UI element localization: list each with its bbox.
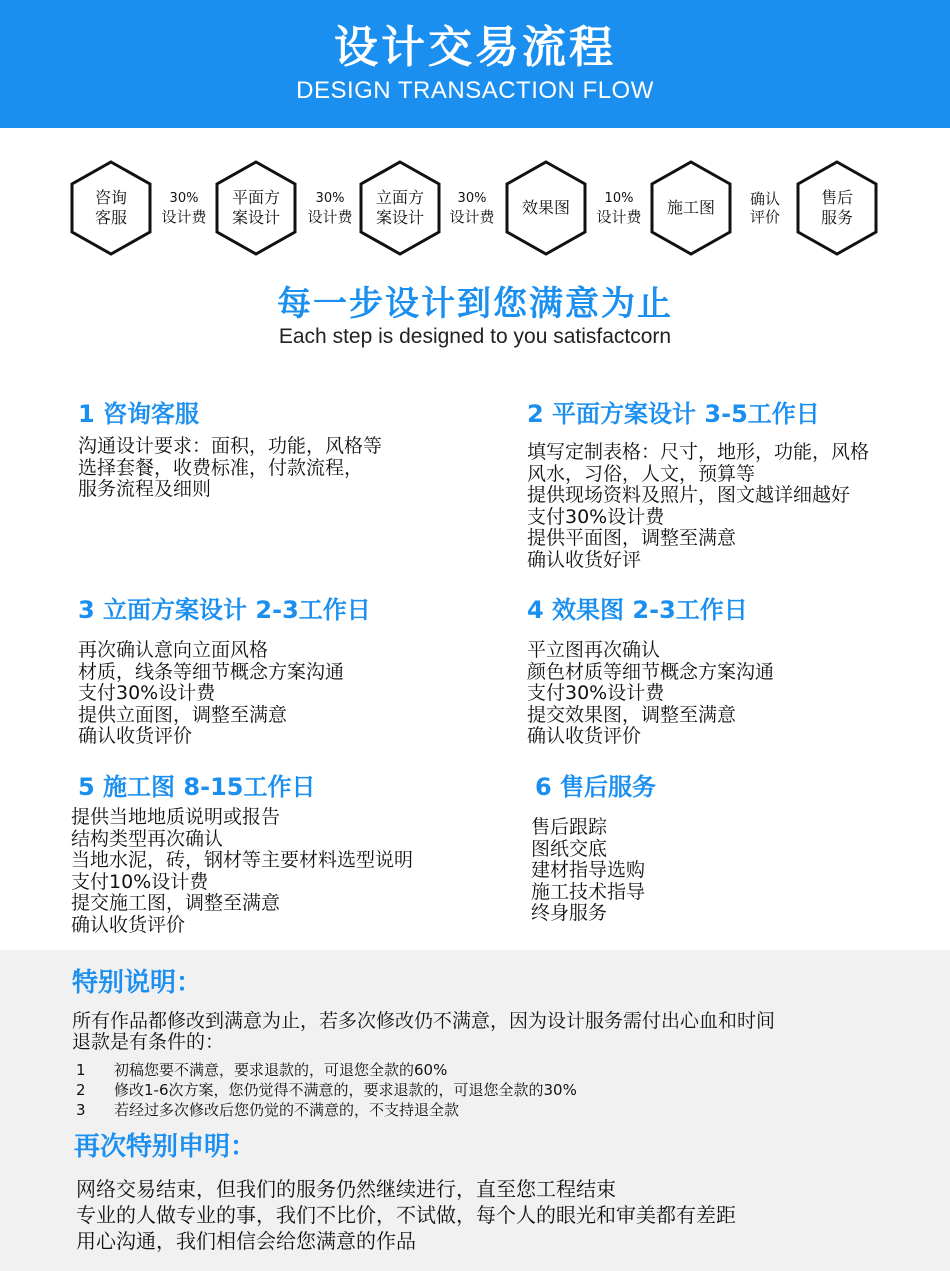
flow-step-consult: 咨询 客服 (70, 160, 152, 256)
flow-step-after-sales: 售后 服务 (796, 160, 878, 256)
list-item: 2 修改1-6次方案，您仍觉得不满意的，要求退款的，可退您全款的30% (76, 1081, 577, 1099)
flow-fee-note: 30% 设计费 (161, 191, 207, 226)
section-plan-design: 2 平面方案设计 3-5工作日 填写定制表格：尺寸，地形，功能，风格 风水，习俗，人文，预算等 提供现场资料及照片，图文越详细越好 支付30%设计费 提供平面图，调整至满意 确认收货好评 (527, 400, 870, 571)
flow-fee-note: 30% 设计费 (449, 191, 495, 226)
page-subtitle: DESIGN TRANSACTION FLOW (296, 77, 654, 104)
section-consult: 1 咨询客服 沟通设计要求：面积，功能，风格等 选择套餐，收费标准，付款流程， 服务流程及细则 (78, 400, 383, 500)
flow-fee-note: 30% 设计费 (307, 191, 353, 226)
section-heading: 3 立面方案设计 2-3工作日 (78, 596, 371, 624)
section-heading: 2 平面方案设计 3-5工作日 (527, 400, 820, 428)
list-item: 1 初稿您要不满意，要求退款的，可退您全款的60% (76, 1061, 448, 1079)
header-banner (0, 0, 950, 128)
section-heading: 6 售后服务 (535, 773, 657, 801)
list-item: 3 若经过多次修改后您仍觉的不满意的，不支持退全款 (76, 1101, 460, 1119)
section-heading: 4 效果图 2-3工作日 (527, 596, 748, 624)
slogan-cn: 每一步设计到您满意为止 (277, 284, 673, 324)
flow-step-construction-drawing: 施工图 (650, 160, 732, 256)
refund-rules-list (76, 1060, 577, 1120)
flow-step-rendering: 效果图 (505, 160, 587, 256)
flow-step-elevation-design: 立面方 案设计 (359, 160, 441, 256)
section-heading: 5 施工图 8-15工作日 (78, 773, 316, 801)
flow-fee-note: 10% 设计费 (596, 191, 642, 226)
again-note-text: 网络交易结束，但我们的服务仍然继续进行，直至您工程结束 专业的人做专业的事，我们不比价，不试做，每个人的眼光和审美都有差距 用心沟通，我们相信会给您满意的作品 (76, 1177, 736, 1253)
special-note-title: 特别说明： (72, 968, 203, 998)
section-construction: 5 施工图 8-15工作日 提供当地地质说明或报告 结构类型再次确认 当地水泥，砖，钢材等主要材料选型说明 支付10%设计费 提交施工图，调整至满意 确认收货评价 (71, 773, 414, 936)
flow-confirm-note: 确认 评价 (749, 190, 780, 226)
flow-step-plan-design: 平面方 案设计 (215, 160, 297, 256)
section-heading: 1 咨询客服 (78, 400, 200, 428)
section-after-sales: 6 售后服务 售后跟踪 图纸交底 建材指导选购 施工技术指导 终身服务 (531, 773, 657, 924)
special-note-text: 所有作品都修改到满意为止，若多次修改仍不满意，因为设计服务需付出心血和时间 退款是有条件的： (72, 1010, 776, 1053)
section-rendering: 4 效果图 2-3工作日 平立图再次确认 颜色材质等细节概念方案沟通 支付30%设计费 提交效果图，调整至满意 确认收货评价 (527, 596, 775, 747)
section-elevation-design: 3 立面方案设计 2-3工作日 再次确认意向立面风格 材质，线条等细节概念方案沟通 支付30%设计费 提供立面图，调整至满意 确认收货评价 (78, 596, 371, 747)
again-note-title: 再次特别申明： (74, 1132, 257, 1162)
page-title: 设计交易流程 (334, 22, 616, 73)
slogan-en: Each step is designed to you satisfactcorn (278, 325, 672, 348)
process-flow (0, 160, 950, 260)
